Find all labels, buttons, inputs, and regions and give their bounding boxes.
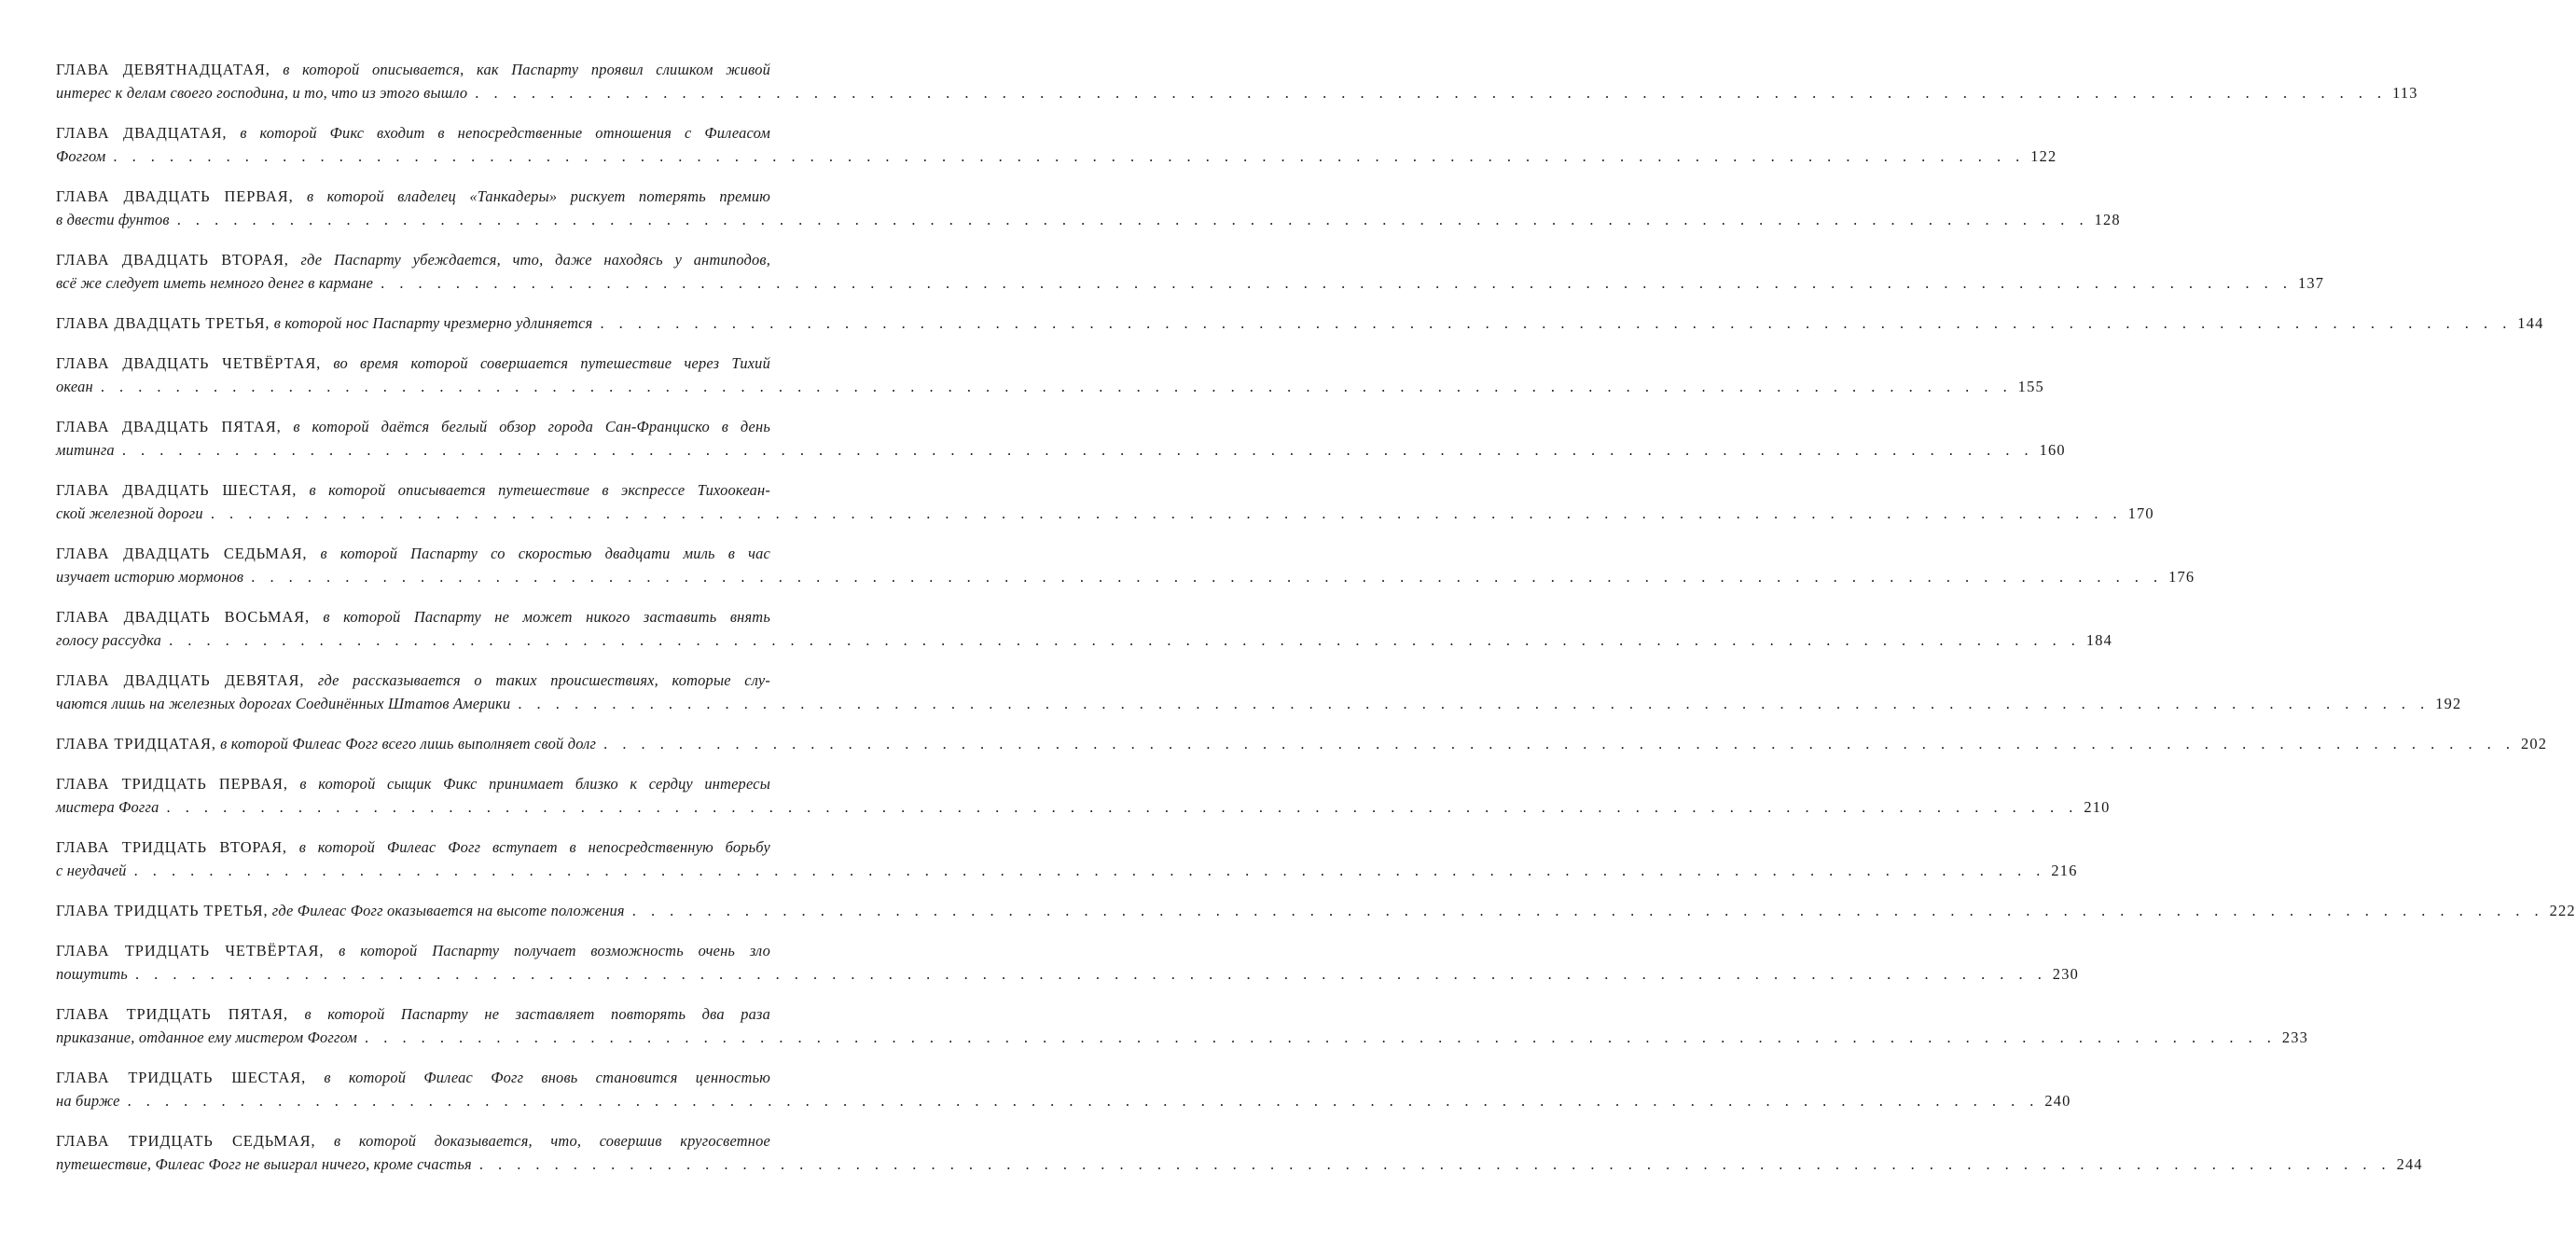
toc-entry-first-line [56,1129,770,1152]
chapter-description: в которой Паспарту не может никого заставить внять [309,608,770,626]
toc-entry [56,1002,2309,1049]
dot-leader: . . . . . . . . . . . . . . . . . . . . . . . . . . . . . . . . . . . . . . . . . . . . . . . . . . . . . . . . . . . . . . . . . . . . . . . . . . . . . . . . . . . . . . . . . . . . . . . . . . . . . . [166,798,2079,816]
chapter-label: ГЛАВА ДВАДЦАТЬ ПЯТАЯ, [56,418,282,435]
dot-leader: . . . . . . . . . . . . . . . . . . . . . . . . . . . . . . . . . . . . . . . . . . . . . . . . . . . . . . . . . . . . . . . . . . . . . . . . . . . . . . . . . . . . . . . . . . . . . . . . . . . . . . [631,902,2544,919]
chapter-label: ГЛАВА ТРИДЦАТЬ ВТОРАЯ, [56,838,287,856]
chapter-description: в которой Паспарту со скоростью двадцати миль в час [307,545,771,562]
page-number: 230 [2052,965,2079,983]
chapter-description: где рассказывается о таких происшествиях, которые слу- [304,671,770,689]
toc-entry-first-line [56,605,770,628]
chapter-description: в которой сыщик Фикс принимает близко к сердцу интересы [287,775,770,793]
toc-entry [56,732,2548,755]
toc-entry-last-line [56,438,2066,462]
page-number: 184 [2085,631,2113,649]
chapter-label: ГЛАВА ДВАДЦАТЬ ВОСЬМАЯ, [56,608,310,626]
chapter-label: ГЛАВА ТРИДЦАТАЯ, [56,735,216,752]
chapter-title [56,311,592,335]
toc-entry-first-line [56,185,770,208]
page-number: 144 [2517,314,2544,332]
toc-entry-first-line [56,415,770,438]
chapter-description-continued: чаются лишь на железных дорогах Соединённых Штатов Америки [56,695,511,712]
toc-entry [56,1066,2071,1112]
toc-entry-line [56,899,2576,922]
chapter-description: в которой описывается, как Паспарту проявил слишком живой [270,61,770,78]
page-number: 222 [2549,902,2576,919]
chapter-label: ГЛАВА ДВАДЦАТЬ ДЕВЯТАЯ, [56,671,305,689]
chapter-label: ГЛАВА ДВАДЦАТЬ СЕДЬМАЯ, [56,545,308,562]
chapter-description-continued: на бирже [56,1092,120,1110]
toc-entry [56,835,2078,882]
chapter-label: ГЛАВА ТРИДЦАТЬ ЧЕТВЁРТАЯ, [56,942,325,959]
page-number: 202 [2520,735,2548,752]
toc-entry-last-line [56,271,2325,295]
toc-entry [56,58,2418,104]
toc-entry [56,772,2111,819]
toc-entry-first-line [56,939,770,962]
toc-entry-last-line [56,628,2113,652]
toc-entry [56,121,2057,168]
toc-entry-first-line [56,58,770,81]
dot-leader: . . . . . . . . . . . . . . . . . . . . . . . . . . . . . . . . . . . . . . . . . . . . . . . . . . . . . . . . . . . . . . . . . . . . . . . . . . . . . . . . . . . . . . . . . . . . . . . . . . . . . . [210,504,2123,522]
page-number: 192 [2435,695,2462,712]
chapter-description: в которой Фикс входит в непосредственные отношения с Филеасом [227,124,770,142]
chapter-label: ГЛАВА ДВАДЦАТЬ ШЕСТАЯ, [56,481,298,499]
dot-leader: . . . . . . . . . . . . . . . . . . . . . . . . . . . . . . . . . . . . . . . . . . . . . . . . . . . . . . . . . . . . . . . . . . . . . . . . . . . . . . . . . . . . . . . . . . . . . . . . . . . . . . [134,965,2047,983]
toc-entry-last-line [56,502,2154,525]
dot-leader: . . . . . . . . . . . . . . . . . . . . . . . . . . . . . . . . . . . . . . . . . . . . . . . . . . . . . . . . . . . . . . . . . . . . . . . . . . . . . . . . . . . . . . . . . . . . . . . . . . . . . . [603,735,2515,752]
chapter-title [56,732,596,755]
toc-entry [56,478,2154,525]
chapter-label: ГЛАВА ТРИДЦАТЬ СЕДЬМАЯ, [56,1132,316,1150]
chapter-description-continued: интерес к делам своего господина, и то, что из этого вышло [56,84,468,102]
toc-entry [56,669,2462,715]
dot-leader: . . . . . . . . . . . . . . . . . . . . . . . . . . . . . . . . . . . . . . . . . . . . . . . . . . . . . . . . . . . . . . . . . . . . . . . . . . . . . . . . . . . . . . . . . . . . . . . . . . . . . . [169,631,2081,649]
chapter-description: в которой Филеас Фогг вновь становится ценностью [306,1069,771,1086]
dot-leader: . . . . . . . . . . . . . . . . . . . . . . . . . . . . . . . . . . . . . . . . . . . . . . . . . . . . . . . . . . . . . . . . . . . . . . . . . . . . . . . . . . . . . . . . . . . . . . . . . . . . . . [600,314,2513,332]
toc-entry-last-line [56,208,2121,231]
page-number: 233 [2281,1028,2309,1046]
chapter-label: ГЛАВА ДВАДЦАТАЯ, [56,124,228,142]
toc-entry [56,605,2113,652]
page-number: 155 [2017,378,2044,395]
toc-entry-first-line [56,121,770,145]
chapter-label: ГЛАВА ДЕВЯТНАДЦАТАЯ, [56,61,270,78]
chapter-description-continued: голосу рассудка [56,631,162,649]
chapter-description: в которой Паспарту не заставляет повторять два раза [287,1005,770,1023]
toc-entry-first-line [56,772,770,795]
toc-entry-last-line [56,859,2078,882]
chapter-label: ГЛАВА ТРИДЦАТЬ ТРЕТЬЯ, [56,902,269,919]
toc-entry-last-line [56,375,2044,398]
dot-leader: . . . . . . . . . . . . . . . . . . . . . . . . . . . . . . . . . . . . . . . . . . . . . . . . . . . . . . . . . . . . . . . . . . . . . . . . . . . . . . . . . . . . . . . . . . . . . . . . . . . . . . [478,1155,2391,1173]
toc-entry [56,939,2079,986]
chapter-description: где Паспарту убеждается, что, даже находясь у антиподов, [288,251,770,269]
toc-entry [56,352,2044,398]
page-number: 240 [2044,1092,2071,1110]
page-number: 244 [2396,1155,2423,1173]
dot-leader: . . . . . . . . . . . . . . . . . . . . . . . . . . . . . . . . . . . . . . . . . . . . . . . . . . . . . . . . . . . . . . . . . . . . . . . . . . . . . . . . . . . . . . . . . . . . . . . . . . . . . . [127,1092,2040,1110]
toc-entry-last-line [56,81,2418,104]
toc-entry-first-line [56,1002,770,1026]
chapter-description: где Филеас Фогг оказывается на высоте положения [268,902,625,919]
dot-leader: . . . . . . . . . . . . . . . . . . . . . . . . . . . . . . . . . . . . . . . . . . . . . . . . . . . . . . . . . . . . . . . . . . . . . . . . . . . . . . . . . . . . . . . . . . . . . . . . . . . . . . [113,147,2026,165]
dot-leader: . . . . . . . . . . . . . . . . . . . . . . . . . . . . . . . . . . . . . . . . . . . . . . . . . . . . . . . . . . . . . . . . . . . . . . . . . . . . . . . . . . . . . . . . . . . . . . . . . . . . . . [518,695,2431,712]
toc-entry-line [56,732,2548,755]
page-number: 170 [2127,504,2154,522]
chapter-description-continued: изучает историю мормонов [56,568,244,586]
page-number: 176 [2168,568,2195,586]
toc-entry [56,248,2325,295]
toc-entry-line [56,311,2544,335]
chapter-description-continued: океан [56,378,93,395]
dot-leader: . . . . . . . . . . . . . . . . . . . . . . . . . . . . . . . . . . . . . . . . . . . . . . . . . . . . . . . . . . . . . . . . . . . . . . . . . . . . . . . . . . . . . . . . . . . . . . . . . . . . . . [121,441,2034,459]
toc-entry-first-line [56,1066,770,1089]
chapter-description-continued: путешествие, Филеас Фогг не выиграл ничего, кроме счастья [56,1155,472,1173]
chapter-description: в которой Паспарту получает возможность очень зло [324,942,770,959]
chapter-description: во время которой совершается путешествие через Тихий [321,354,770,372]
dot-leader: . . . . . . . . . . . . . . . . . . . . . . . . . . . . . . . . . . . . . . . . . . . . . . . . . . . . . . . . . . . . . . . . . . . . . . . . . . . . . . . . . . . . . . . . . . . . . . . . . . . . . . [365,1028,2277,1046]
toc-entry [56,899,2576,922]
chapter-description-continued: митинга [56,441,115,459]
toc-entry-last-line [56,565,2195,588]
page-number: 122 [2030,147,2057,165]
toc-entry-first-line [56,542,770,565]
toc-entry-last-line [56,1026,2309,1049]
chapter-description-continued: мистера Фогга [56,798,159,816]
chapter-description-continued: приказание, отданное ему мистером Фоггом [56,1028,358,1046]
toc-entry-last-line [56,962,2079,986]
chapter-label: ГЛАВА ТРИДЦАТЬ ПЯТАЯ, [56,1005,288,1023]
dot-leader: . . . . . . . . . . . . . . . . . . . . . . . . . . . . . . . . . . . . . . . . . . . . . . . . . . . . . . . . . . . . . . . . . . . . . . . . . . . . . . . . . . . . . . . . . . . . . . . . . . . . . . [176,211,2089,228]
chapter-description: в которой Филеас Фогг всего лишь выполняет свой долг [215,735,597,752]
chapter-description-continued: ской железной дороги [56,504,203,522]
toc-entry-first-line [56,352,770,375]
page-number: 216 [2051,862,2078,879]
chapter-label: ГЛАВА ДВАДЦАТЬ ПЕРВАЯ, [56,187,294,205]
chapter-label: ГЛАВА ДВАДЦАТЬ ВТОРАЯ, [56,251,289,269]
chapter-description-continued: с неудачей [56,862,127,879]
toc-entry-last-line [56,692,2462,715]
page-number: 128 [2094,211,2121,228]
toc-entry-first-line [56,835,770,859]
toc-entry [56,542,2195,588]
chapter-description-continued: в двести фунтов [56,211,170,228]
chapter-label: ГЛАВА ДВАДЦАТЬ ЧЕТВЁРТАЯ, [56,354,322,372]
chapter-label: ГЛАВА ДВАДЦАТЬ ТРЕТЬЯ, [56,314,270,332]
dot-leader: . . . . . . . . . . . . . . . . . . . . . . . . . . . . . . . . . . . . . . . . . . . . . . . . . . . . . . . . . . . . . . . . . . . . . . . . . . . . . . . . . . . . . . . . . . . . . . . . . . . . . . [251,568,2164,586]
chapter-description: в которой доказывается, что, совершив кругосветное [315,1132,770,1150]
chapter-label: ГЛАВА ТРИДЦАТЬ ШЕСТАЯ, [56,1069,307,1086]
chapter-description-continued: всё же следует иметь немного денег в кармане [56,274,374,292]
dot-leader: . . . . . . . . . . . . . . . . . . . . . . . . . . . . . . . . . . . . . . . . . . . . . . . . . . . . . . . . . . . . . . . . . . . . . . . . . . . . . . . . . . . . . . . . . . . . . . . . . . . . . . [381,274,2292,292]
chapter-label: ГЛАВА ТРИДЦАТЬ ПЕРВАЯ, [56,775,288,793]
toc-entry-first-line [56,248,770,271]
chapter-description: в которой даётся беглый обзор города Сан-Франциско в день [281,418,770,435]
toc-entry [56,1129,2423,1176]
toc-entry [56,185,2121,231]
page-number: 160 [2039,441,2066,459]
chapter-description-continued: пошутить [56,965,128,983]
chapter-title [56,899,625,922]
chapter-description: в которой нос Паспарту чрезмерно удлиняется [270,314,593,332]
toc-entry-first-line [56,478,770,502]
toc-entry [56,415,2066,462]
toc-entry-last-line [56,1089,2071,1112]
table-of-contents [56,58,2576,1193]
dot-leader: . . . . . . . . . . . . . . . . . . . . . . . . . . . . . . . . . . . . . . . . . . . . . . . . . . . . . . . . . . . . . . . . . . . . . . . . . . . . . . . . . . . . . . . . . . . . . . . . . . . . . . [475,84,2388,102]
toc-entry-first-line [56,669,770,692]
dot-leader: . . . . . . . . . . . . . . . . . . . . . . . . . . . . . . . . . . . . . . . . . . . . . . . . . . . . . . . . . . . . . . . . . . . . . . . . . . . . . . . . . . . . . . . . . . . . . . . . . . . . . . [100,378,2013,395]
toc-entry-last-line [56,795,2111,819]
chapter-description: в которой описывается путешествие в экспрессе Тихоокеан- [297,481,770,499]
page-number: 210 [2084,798,2111,816]
toc-entry [56,311,2544,335]
chapter-description: в которой Филеас Фогг вступает в непосредственную борьбу [286,838,770,856]
page-number: 137 [2297,274,2325,292]
chapter-description-continued: Фоггом [56,147,106,165]
page-number: 113 [2392,84,2418,102]
toc-entry-last-line [56,1152,2423,1176]
toc-entry-last-line [56,145,2057,168]
dot-leader: . . . . . . . . . . . . . . . . . . . . . . . . . . . . . . . . . . . . . . . . . . . . . . . . . . . . . . . . . . . . . . . . . . . . . . . . . . . . . . . . . . . . . . . . . . . . . . . . . . . . . . [133,862,2046,879]
chapter-description: в которой владелец «Танкадеры» рискует потерять премию [293,187,770,205]
